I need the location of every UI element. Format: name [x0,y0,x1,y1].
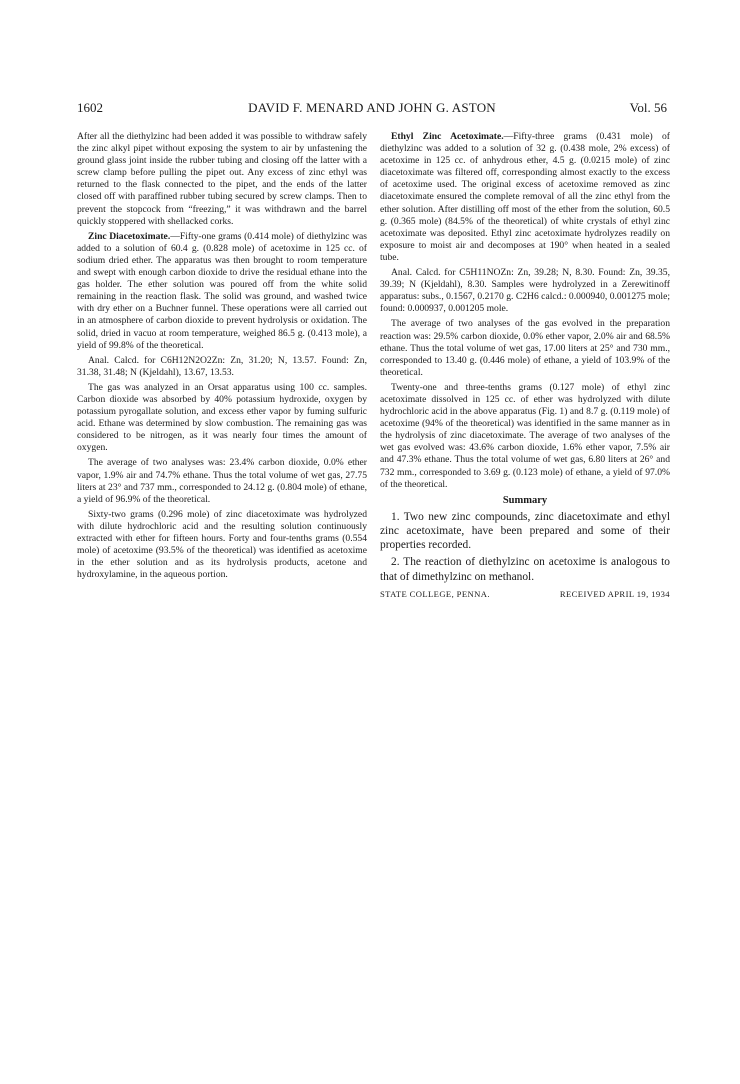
paragraph: After all the diethylzinc had been added it was possible to withdraw safely the zinc alkyl pipet without exposing the system to air by unfastening the ground glass joint inside the rubber tubing and closing off the latter with a screw clamp before pulling the pipet out. Any excess of zinc ethyl was returned to the flask connected to the pipet, and the ends of the latter closed off with paraffined rubber tubing secured by screw clamps. Then to prevent the stopcock from “freezing,” it was withdrawn and the barrel quickly stoppered with shellacked corks. [77,131,367,227]
paragraph: Twenty-one and three-tenths grams (0.127 mole) of ethyl zinc acetoximate dissolved in 125 cc. of ether was hydrolyzed with dilute hydrochloric acid in the above apparatus (Fig. 1) and 8.7 g. (0.119 mole) of acetoxime (94% of the theoretical) was identified in the same manner as in the hydrolysis of zinc diacetoximate. The average of two analyses of the wet gas evolved was: 43.6% carbon dioxide, 1.6% ether vapor, 7.5% air and 47.3% ethane. Thus the total volume of wet gas, 6.80 liters at 26° and 732 mm., corresponded to 3.69 g. (0.123 mole) of ethane, a yield of 97.0% of the theoretical. [380,381,670,490]
received-date: RECEIVED APRIL 19, 1934 [559,588,670,599]
paragraph: The average of two analyses was: 23.4% carbon dioxide, 0.0% ether vapor, 1.9% air and 74.7% ethane. Thus the total volume of wet gas, 27.75 liters at 23° and 737 mm., corresponded to 24.12 g. (0.804 mole) of ethane, a yield of 96.9% of the theoretical. [77,457,367,505]
paragraph [77,231,367,352]
paragraph-text: —Fifty-one grams (0.414 mole) of diethylzinc was added to a solution of 60.4 g. (0.828 mole) of acetoxime in 125 cc. of sodium dried ether. The apparatus was then brought to room temperature and swept with enough carbon dioxide to drive the residual ethane into the gas holder. The ether solution was poured off from the white solid remaining in the reaction flask. The solid was ground, and washed twice with dry ether on a Buchner funnel. These operations were all carried out in an atmosphere of carbon dioxide to prevent hydrolysis or oxidation. The solid, dried in vacuo at room temperature, weighed 86.5 g. (0.413 mole), a yield of 99.8% of the theoretical. [77,230,367,351]
paragraph: The gas was analyzed in an Orsat apparatus using 100 cc. samples. Carbon dioxide was absorbed by 40% potassium hydroxide, oxygen by potassium pyrogallate solution, and excess ether vapor by fuming sulfuric acid. Ethane was determined by slow combustion. The remaining gas was considered to be nitrogen, as it was nearly four times the amount of oxygen. [77,381,367,454]
page-number: 1602 [77,100,103,115]
analysis-line: Anal. Calcd. for C5H11NOZn: Zn, 39.28; N, 8.30. Found: Zn, 39.35, 39.39; N (Kjeldahl), 8.30. Samples were hydrolyzed in a Zerewitinoff apparatus: subs., 0.1567, 0.2170 g. C2H6 calcd.: 0.000940, 0.001275 mole; found: 0.000937, 0.001205 mole. [380,267,670,315]
analysis-line: Anal. Calcd. for C6H12N2O2Zn: Zn, 31.20; N, 13.57. Found: Zn, 31.38, 31.48; N (Kjeldahl), 13.67, 13.53. [77,354,367,378]
running-title: DAVID F. MENARD AND JOHN G. ASTON [248,100,496,115]
summary-heading: Summary [502,494,548,506]
left-column [77,131,367,584]
summary-item: 1. Two new zinc compounds, zinc diacetoximate and ethyl zinc acetoximate, have been prepared and some of their properties recorded. [380,510,670,552]
paragraph: Sixty-two grams (0.296 mole) of zinc diacetoximate was hydrolyzed with dilute hydrochloric acid and the resulting solution continuously extracted with ether for fifteen hours. Forty and four-tenths grams (0.554 mole) of acetoxime (93.5% of the theoretical) was identified as acetoxime in the ether solution and as its hydrolysis products, acetone and hydroxylamine, in the aqueous portion. [77,508,367,581]
signature-line [380,588,670,600]
section-heading: Ethyl Zinc Acetoximate. [391,131,504,142]
paragraph: The average of two analyses of the gas evolved in the preparation reaction was: 29.5% carbon dioxide, 0.0% ether vapor, 2.0% air and 68.5% ethane. Thus the total volume of wet gas, 17.00 liters at 25° and 730 mm., corresponded to 13.40 g. (0.446 mole) of ethane, a yield of 103.9% of the theoretical. [380,318,670,378]
section-heading: Zinc Diacetoximate. [88,230,171,242]
affiliation: STATE COLLEGE, PENNA. [380,588,490,599]
paragraph [380,131,670,264]
paragraph-text: —Fifty-three grams (0.431 mole) of diethylzinc was added to a solution of 32 g. (0.438 mole, 2% excess) of acetoxime in 125 cc. of anhydrous ether, 4.5 g. (0.0215 mole) of zinc diacetoximate was filtered off, corresponding almost exactly to the excess of acetoxime used. The original excess of acetoxime removed as zinc diacetoximate ensured the complete removal of all the zinc ethyl from the ether solution. After distilling off most of the ether from the solution, 60.5 g. (0.365 mole) (84.5% of the theoretical) of white crystals of ethyl zinc acetoximate was deposited. Ethyl zinc acetoximate hydrolyzes readily on exposure to moist air and decomposes at 190° when heated in a sealed tube. [380,131,671,263]
volume-number: Vol. 56 [629,100,667,115]
right-column [380,131,670,600]
summary-item: 2. The reaction of diethylzinc on acetoxime is analogous to that of dimethylzinc on methanol. [380,556,670,583]
page-header [77,100,667,116]
